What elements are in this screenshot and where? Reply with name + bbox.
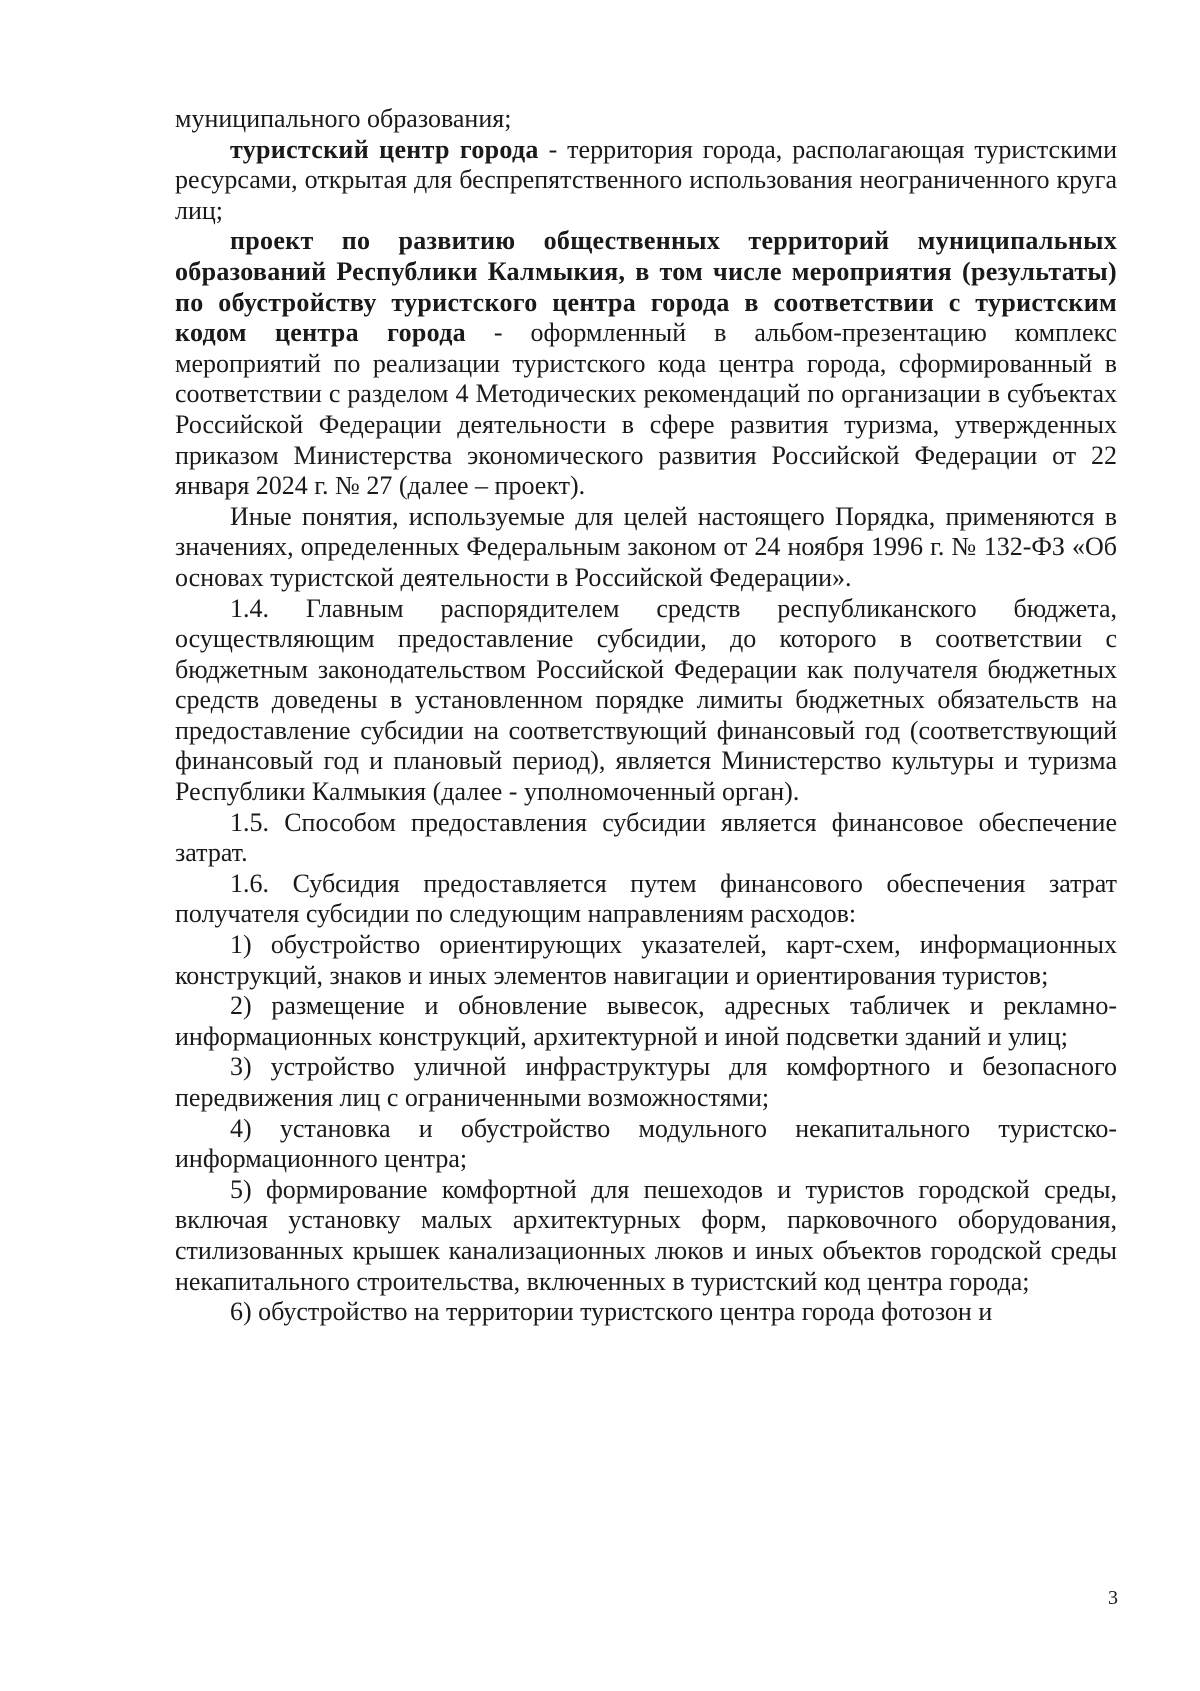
paragraph-text: 1.5. Способом предоставления субсидии является финансовое обеспечение затрат.	[175, 807, 1117, 868]
paragraph-text: 5) формирование комфортной для пешеходов и туристов городской среды, включая установку малых архитектурных форм, парковочного оборудования, стилизованных крышек канализационных люков и иных объектов городской среды некапитального строительства, включенных в туристский код центра города;	[175, 1174, 1117, 1296]
paragraph-text: 3) устройство уличной инфраструктуры для комфортного и безопасного передвижения лиц с ограниченными возможностями;	[175, 1052, 1117, 1112]
page-number: 3	[1108, 1587, 1118, 1609]
paragraph-text: - территория города, располагающая туристскими ресурсами, открытая для беспрепятственного использования неограниченного круга лиц;	[175, 134, 1117, 225]
list-item	[175, 1297, 1117, 1328]
paragraph-clause-1-6	[175, 869, 1117, 930]
list-item	[175, 1114, 1117, 1175]
paragraph-definition-tourist-center	[175, 135, 1117, 227]
paragraph-continuation	[175, 104, 1117, 135]
paragraph-text: муниципального образования;	[175, 104, 512, 133]
list-item	[175, 1175, 1117, 1297]
paragraph-definition-project	[175, 226, 1117, 501]
paragraph-clause-1-5	[175, 808, 1117, 869]
paragraph-other-terms	[175, 502, 1117, 594]
defined-term: туристский центр города	[230, 134, 539, 164]
list-item	[175, 930, 1117, 991]
paragraph-clause-1-4	[175, 594, 1117, 808]
paragraph-text: 1.4. Главным распорядителем средств республиканского бюджета, осуществляющим предоставление субсидии, до которого в соответствии с бюджетным законодательством Российской Федерации как получателя бюджетных средств доведены в установленном порядке лимиты бюджетных обязательств на предоставление субсидии на соответствующий финансовый год (соответствующий финансовый год и плановый период), является Министерство культуры и туризма Республики Калмыкия (далее - уполномоченный орган).	[175, 593, 1117, 807]
defined-term: проект по развитию общественных территорий муниципальных образований Республики Калмыкия, в том числе мероприятия (результаты) по обустройству туристского центра города в соответствии с туристским кодом центра города	[175, 226, 1117, 348]
paragraph-text: - оформленный в альбом-презентацию комплекс мероприятий по реализации туристского кода центра города, сформированный в соответствии с разделом 4 Методических рекомендаций по организации в субъектах Российской Федерации деятельности в сфере развития туризма, утвержденных приказом Министерства экономического развития Российской Федерации от 22 января 2024 г. № 27 (далее – проект).	[175, 318, 1118, 501]
paragraph-text: 6) обустройство на территории туристского центра города фотозон и	[230, 1297, 993, 1327]
list-item	[175, 1052, 1117, 1113]
list-item	[175, 991, 1117, 1052]
paragraph-text: 1) обустройство ориентирующих указателей, карт-схем, информационных конструкций, знаков и иных элементов навигации и ориентирования туристов;	[175, 930, 1117, 990]
paragraph-text: 1.6. Субсидия предоставляется путем финансового обеспечения затрат получателя субсидии по следующим направлениям расходов:	[175, 868, 1117, 929]
paragraph-text: Иные понятия, используемые для целей настоящего Порядка, применяются в значениях, определенных Федеральным законом от 24 ноября 1996 г. № 132-ФЗ «Об основах туристской деятельности в Российской Федерации».	[175, 501, 1117, 592]
paragraph-text: 4) установка и обустройство модульного некапитального туристско-информационного центра;	[175, 1113, 1117, 1174]
paragraph-text: 2) размещение и обновление вывесок, адресных табличек и рекламно-информационных конструкций, архитектурной и иной подсветки зданий и улиц;	[175, 991, 1117, 1051]
document-body	[175, 104, 1117, 1328]
